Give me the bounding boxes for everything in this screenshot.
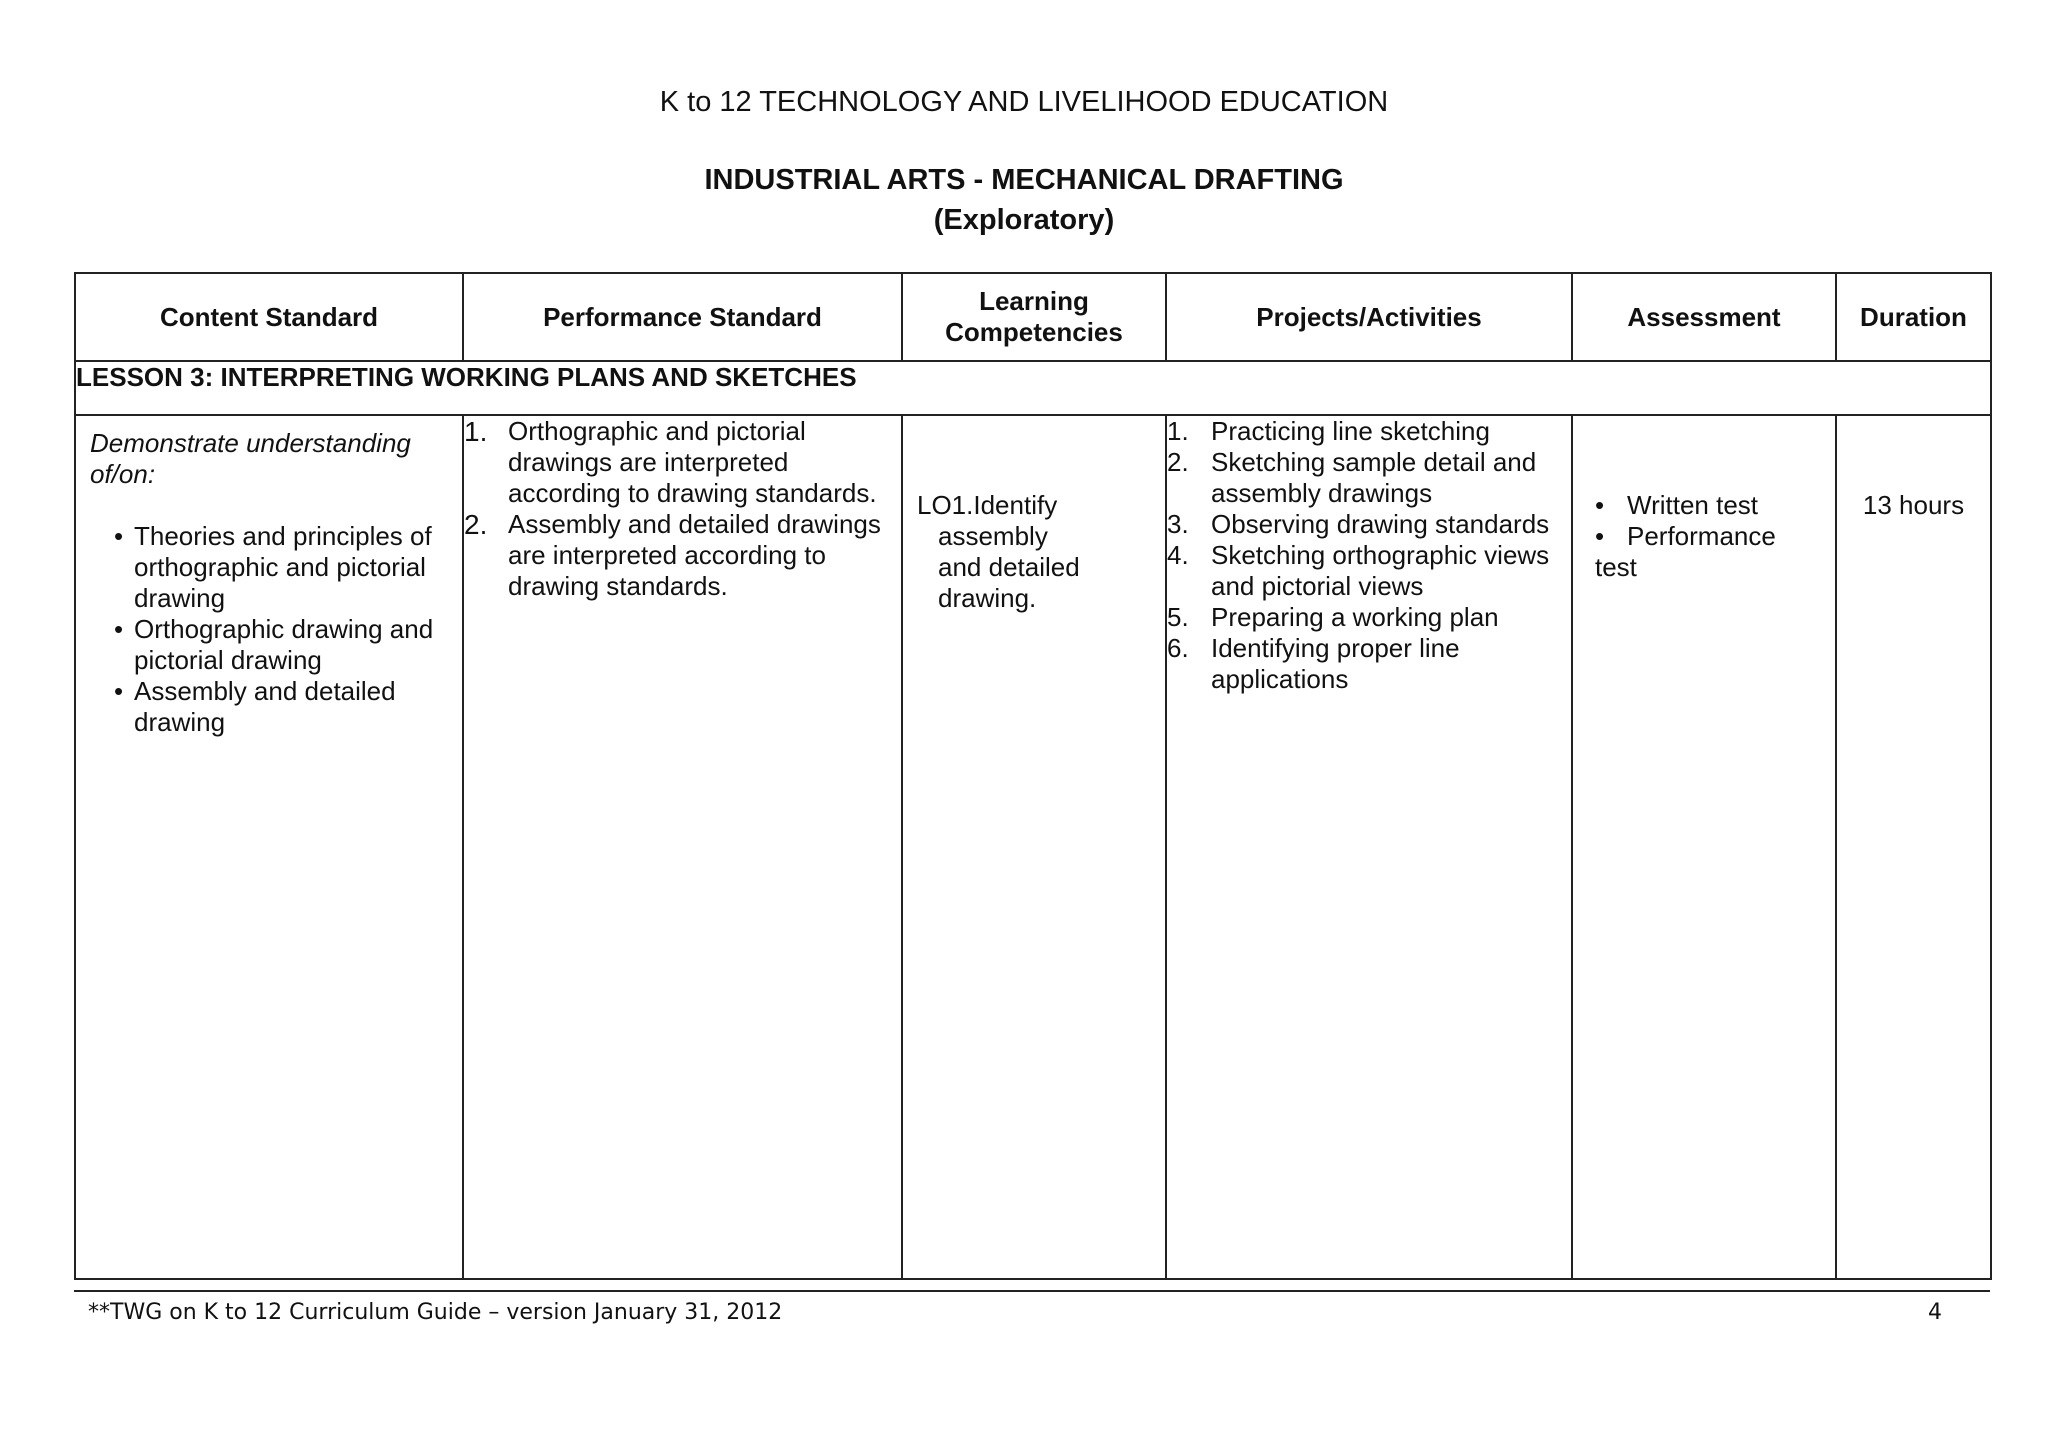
learning-competencies-cell [902, 415, 1166, 1279]
item-number: 5. [1167, 602, 1189, 632]
list-item [1167, 633, 1571, 695]
content-standard-list [90, 521, 450, 738]
item-number: 3. [1167, 509, 1189, 539]
lesson-title: LESSON 3: INTERPRETING WORKING PLANS AND SKETCHES [75, 361, 1991, 415]
list-item [464, 416, 901, 509]
bullet-icon: • [1595, 490, 1605, 520]
list-item: • Assembly and detailed drawing [134, 676, 450, 738]
curriculum-table [74, 272, 1992, 1280]
duration-cell [1836, 415, 1991, 1279]
performance-standard-cell [463, 415, 902, 1279]
item-number: 1. [464, 416, 488, 447]
footer-text: **TWG on K to 12 Curriculum Guide – version January 31, 2012 [88, 1300, 783, 1325]
footer-divider [74, 1290, 1990, 1292]
content-standard-intro: Demonstrate understanding of/on: [90, 428, 411, 489]
item-text: Preparing a working plan [1211, 602, 1499, 632]
item-text: Performance [1627, 521, 1776, 551]
subtitle-line-2: (Exploratory) [933, 204, 1115, 236]
item-text: Written test [1627, 490, 1759, 520]
competency-line: drawing. [938, 583, 1037, 613]
duration-value: 13 hours [1862, 490, 1965, 520]
page-number: 4 [1928, 1300, 1942, 1325]
performance-standard-list [464, 416, 901, 602]
assessment-cell [1572, 415, 1836, 1279]
item-number: 2. [1167, 447, 1189, 477]
competency-line: LO1.Identify [917, 490, 1058, 520]
item-text: Observing drawing standards [1211, 509, 1550, 539]
list-item [1167, 540, 1571, 602]
competency-line: assembly [938, 521, 1048, 551]
lesson-body-row [75, 415, 1991, 1279]
document-subtitle [0, 160, 2048, 240]
header-performance-standard: Performance Standard [463, 273, 902, 361]
item-number: 4. [1167, 540, 1189, 570]
item-text: Practicing line sketching [1211, 416, 1490, 446]
header-projects-activities: Projects/Activities [1166, 273, 1572, 361]
list-item: • Orthographic drawing and pictorial drawing [134, 614, 450, 676]
subtitle-line-1: INDUSTRIAL ARTS - MECHANICAL DRAFTING [704, 164, 1344, 196]
lesson-row [75, 361, 1991, 415]
projects-activities-cell [1166, 415, 1572, 1279]
content-standard-cell [75, 415, 463, 1279]
item-text-continuation: test [1595, 552, 1637, 582]
item-text: Sketching orthographic views and pictorial views [1211, 540, 1550, 601]
item-text: Orthographic and pictorial drawings are interpreted according to drawing standards. [508, 416, 877, 508]
projects-activities-list [1167, 416, 1571, 695]
competency-line: and detailed [938, 552, 1080, 582]
item-text: Sketching sample detail and assembly drawings [1211, 447, 1537, 508]
header-row [75, 273, 1991, 361]
list-item [1167, 416, 1571, 447]
item-number: 1. [1167, 416, 1189, 446]
list-item [1595, 521, 1835, 552]
item-number: 6. [1167, 633, 1189, 663]
document-title: K to 12 TECHNOLOGY AND LIVELIHOOD EDUCATION [659, 86, 1389, 118]
item-text: Identifying proper line applications [1211, 633, 1460, 694]
header-content-standard: Content Standard [75, 273, 463, 361]
list-item [1167, 509, 1571, 540]
header-learning-competencies [902, 273, 1166, 361]
assessment-list [1573, 416, 1835, 583]
item-number: 2. [464, 509, 488, 540]
list-item [464, 509, 901, 602]
item-text: Assembly and detailed drawings are interpreted according to drawing standards. [508, 509, 881, 601]
list-item: • Theories and principles of orthographic and pictorial drawing [134, 521, 450, 614]
header-duration: Duration [1836, 273, 1991, 361]
bullet-icon: • [1595, 521, 1605, 551]
list-item [1595, 490, 1835, 521]
header-learning-competencies-label: Learning Competencies [945, 286, 1123, 347]
list-item [1167, 447, 1571, 509]
header-assessment: Assessment [1572, 273, 1836, 361]
list-item [1167, 602, 1571, 633]
